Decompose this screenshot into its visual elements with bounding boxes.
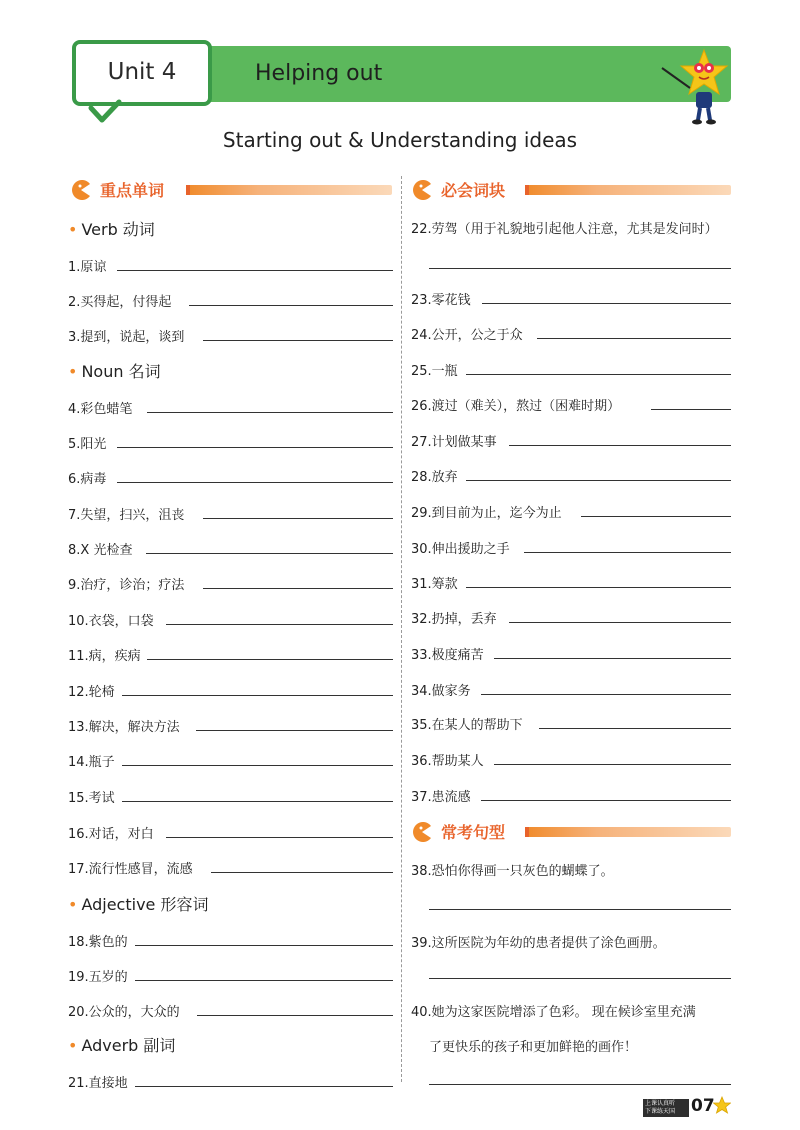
answer-blank[interactable] [429,978,731,979]
answer-blank[interactable] [524,552,731,553]
unit-title: Helping out [255,61,383,86]
answer-blank[interactable] [429,268,731,269]
vocab-item: 21.直接地 [68,1076,128,1091]
answer-blank[interactable] [494,764,731,765]
vocab-item: 2.买得起，付得起 [68,295,172,310]
answer-blank[interactable] [203,340,393,341]
phrase-item: 37.患流感 [411,790,471,805]
section-title: Starting out & Understanding ideas [222,128,578,152]
answer-blank[interactable] [203,518,393,519]
answer-blank[interactable] [196,730,393,731]
sentences-header [411,820,731,844]
answer-blank[interactable] [117,482,393,483]
answer-blank[interactable] [203,588,393,589]
answer-blank[interactable] [122,695,393,696]
answer-blank[interactable] [509,622,731,623]
answer-blank[interactable] [122,765,393,766]
category-label: Verb 动词 [81,220,155,239]
key-words-header [70,178,392,202]
vocab-item: 5.阳光 [68,437,107,452]
phrase-item: 29.到目前为止，迄今为止 [411,506,562,521]
vocab-item: 4.彩色蜡笔 [68,402,133,417]
answer-blank[interactable] [211,872,393,873]
sentence-item: 38.恐怕你得画一只灰色的蝴蝶了。 [411,864,614,879]
answer-blank[interactable] [189,305,393,306]
phrase-item: 24.公开，公之于众 [411,328,523,343]
checkmark-icon [88,98,122,126]
phrase-item: 23.零花钱 [411,293,471,308]
vocab-item: 17.流行性感冒，流感 [68,862,193,877]
category-label: Adjective 形容词 [81,895,209,914]
vocab-item: 14.瓶子 [68,755,115,770]
vocab-item: 15.考试 [68,791,115,806]
answer-blank[interactable] [481,694,731,695]
answer-blank[interactable] [135,980,393,981]
vocab-item: 10.衣袋，口袋 [68,614,154,629]
answer-blank[interactable] [481,800,731,801]
answer-blank[interactable] [494,658,731,659]
answer-blank[interactable] [539,728,731,729]
category-adjective: • Adjective 形容词 [68,895,209,914]
answer-blank[interactable] [135,1086,393,1087]
answer-blank[interactable] [135,945,393,946]
phrase-item: 25.一瓶 [411,364,458,379]
answer-blank[interactable] [166,624,393,625]
phrases-heading: 必会词块 [441,181,506,200]
category-verb: • Verb 动词 [68,220,155,239]
footer-slogan-line: 下课练天国 [645,1108,676,1115]
answer-blank[interactable] [197,1015,393,1016]
answer-blank[interactable] [147,659,393,660]
vocab-item: 3.提到，说起，谈到 [68,330,185,345]
phrase-item: 32.扔掉，丢弃 [411,612,497,627]
vocab-item: 20.公众的，大众的 [68,1005,180,1020]
sentence-item-continued: 了更快乐的孩子和更加鲜艳的画作！ [429,1040,638,1055]
footer-slogan [643,1099,689,1117]
vocab-item: 11.病，疾病 [68,649,141,664]
category-label: Adverb 副词 [81,1036,176,1055]
sentence-item: 39.这所医院为年幼的患者提供了涂色画册。 [411,936,666,951]
vocab-item: 8.X 光检查 [68,543,133,558]
column-divider [401,176,402,1082]
page-footer [643,1096,731,1118]
answer-blank[interactable] [429,909,731,910]
category-adverb: • Adverb 副词 [68,1036,176,1055]
phrase-item: 34.做家务 [411,684,471,699]
pacman-icon [411,822,433,842]
sentence-item: 40.她为这家医院增添了色彩。 现在候诊室里充满 [411,1005,696,1020]
unit-label: Unit 4 [107,59,177,85]
page-number: 07 [691,1096,715,1116]
header-bar [525,827,731,837]
vocab-item: 7.失望，扫兴，沮丧 [68,508,185,523]
answer-blank[interactable] [166,837,393,838]
star-icon [713,1096,731,1116]
vocab-item: 9.治疗，诊治；疗法 [68,578,185,593]
answer-blank[interactable] [537,338,731,339]
phrase-item: 26.渡过（难关），熬过（困难时期） [411,399,621,414]
answer-blank[interactable] [509,445,731,446]
vocab-item: 18.紫色的 [68,935,128,950]
header-bar [525,185,731,195]
category-noun: • Noun 名词 [68,362,161,381]
phrases-header [411,178,731,202]
answer-blank[interactable] [147,412,393,413]
key-words-heading: 重点单词 [100,181,165,200]
category-label: Noun 名词 [81,362,161,381]
pacman-icon [411,180,433,200]
phrase-item: 30.伸出援助之手 [411,542,510,557]
star-mascot-icon [660,44,740,126]
vocab-item: 16.对话，对白 [68,827,154,842]
sentences-heading: 常考句型 [441,823,506,842]
vocab-item: 13.解决，解决方法 [68,720,180,735]
phrase-item: 22.劳驾（用于礼貌地引起他人注意，尤其是发问时） [411,222,718,237]
phrase-item: 27.计划做某事 [411,435,497,450]
vocab-item: 6.病毒 [68,472,107,487]
vocab-item: 1.原谅 [68,260,107,275]
answer-blank[interactable] [581,516,731,517]
answer-blank[interactable] [482,303,731,304]
phrase-item: 28.放弃 [411,470,458,485]
footer-slogan-line: 上课认真听 [645,1100,676,1107]
answer-blank[interactable] [651,409,731,410]
answer-blank[interactable] [429,1084,731,1085]
answer-blank[interactable] [117,270,393,271]
answer-blank[interactable] [466,374,731,375]
answer-blank[interactable] [466,587,731,588]
vocab-item: 19.五岁的 [68,970,128,985]
answer-blank[interactable] [117,447,393,448]
phrase-item: 35.在某人的帮助下 [411,718,523,733]
answer-blank[interactable] [122,801,393,802]
vocab-item: 12.轮椅 [68,685,115,700]
pacman-icon [70,180,92,200]
header-bar [186,185,392,195]
phrase-item: 31.筹款 [411,577,458,592]
answer-blank[interactable] [146,553,393,554]
phrase-item: 33.极度痛苦 [411,648,484,663]
phrase-item: 36.帮助某人 [411,754,484,769]
unit-label-box [72,40,212,106]
answer-blank[interactable] [466,480,731,481]
